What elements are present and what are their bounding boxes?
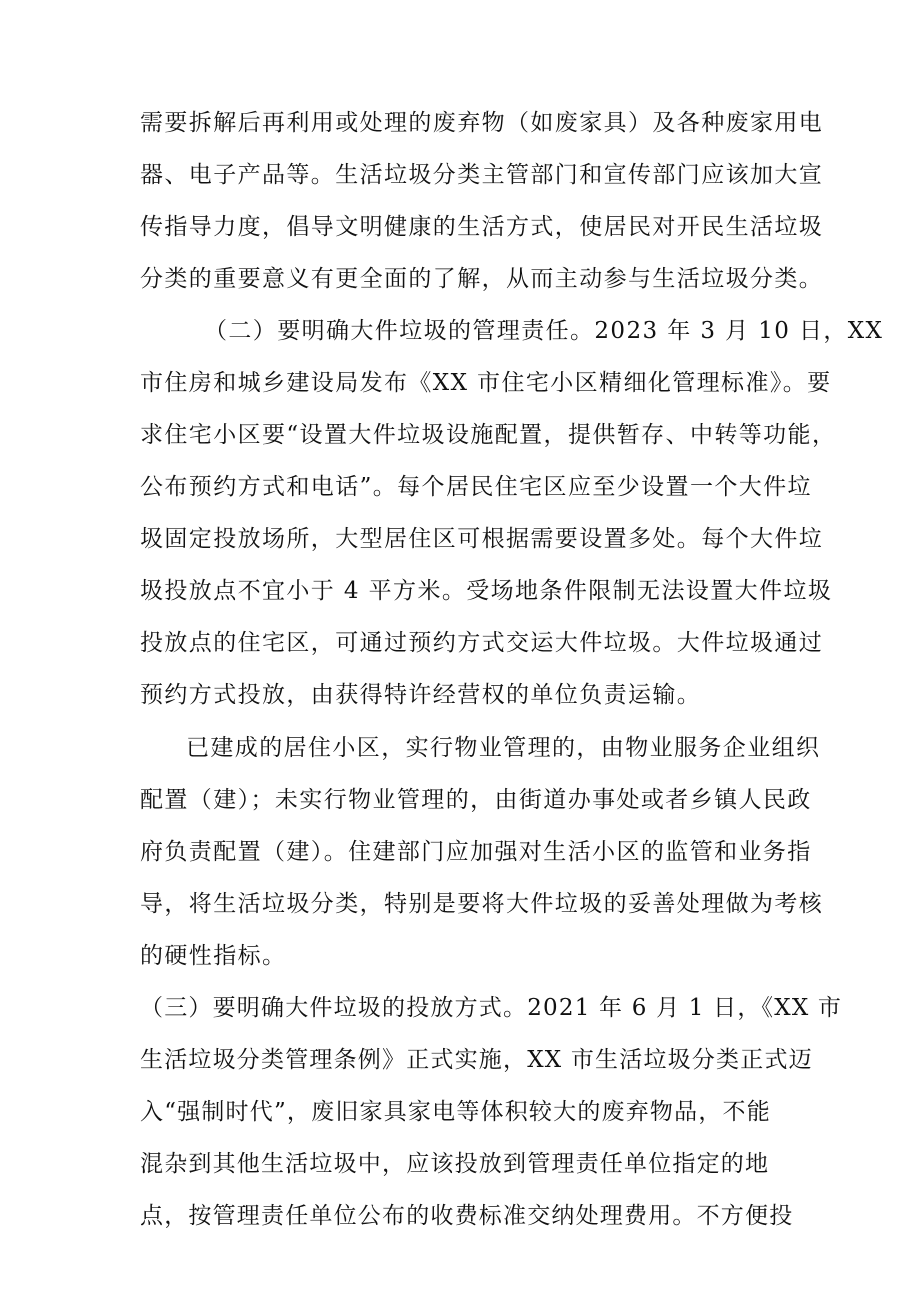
text-line: 求住宅小区要“设置大件垃圾设施配置，提供暂存、中转等功能，	[140, 422, 837, 448]
text-line: 需要拆解后再利用或处理的废弃物（如废家具）及各种废家用电	[140, 110, 824, 136]
text-line: 市住房和城乡建设局发布《XX 市住宅小区精细化管理标准》。要	[140, 370, 832, 396]
text-line: 投放点的住宅区，可通过预约方式交运大件垃圾。大件垃圾通过	[140, 630, 824, 656]
text-line: 传指导力度，倡导文明健康的生活方式，使居民对开民生活垃圾	[140, 214, 824, 240]
text-line: 生活垃圾分类管理条例》正式实施，XX 市生活垃圾分类正式迈	[140, 1047, 813, 1073]
text-line: 圾投放点不宜小于 4 平方米。受场地条件限制无法设置大件垃圾	[140, 578, 833, 604]
text-line: 配置（建）；未实行物业管理的，由街道办事处或者乡镇人民政	[140, 787, 812, 813]
text-line: 器、电子产品等。生活垃圾分类主管部门和宣传部门应该加大宣	[140, 162, 824, 188]
text-line: 预约方式投放，由获得特许经营权的单位负责运输。	[140, 682, 702, 708]
text-line: 混杂到其他生活垃圾中，应该投放到管理责任单位指定的地	[140, 1151, 770, 1177]
text-line: 入“强制时代”，废旧家具家电等体积较大的废弃物品，不能	[140, 1099, 771, 1125]
text-line: 府负责配置（建）。住建部门应加强对生活小区的监管和业务指	[140, 839, 812, 865]
section-heading-2: （二）要明确大件垃圾的管理责任。2023 年 3 月 10 日，XX	[204, 318, 884, 344]
text-line: 的硬性指标。	[140, 943, 287, 969]
text-line: 点，按管理责任单位公布的收费标准交纳处理费用。不方便投	[140, 1203, 794, 1229]
paragraph-start: 已建成的居住小区，实行物业管理的，由物业服务企业组织	[186, 735, 821, 761]
text-line: 分类的重要意义有更全面的了解，从而主动参与生活垃圾分类。	[140, 266, 824, 292]
text-line: 圾固定投放场所，大型居住区可根据需要设置多处。每个大件垃	[140, 526, 824, 552]
text-line: 导，将生活垃圾分类，特别是要将大件垃圾的妥善处理做为考核	[140, 891, 824, 917]
text-line: 公布预约方式和电话”。每个居民住宅区应至少设置一个大件垃	[140, 474, 812, 500]
section-heading-3: （三）要明确大件垃圾的投放方式。2021 年 6 月 1 日，《XX 市	[140, 995, 843, 1021]
